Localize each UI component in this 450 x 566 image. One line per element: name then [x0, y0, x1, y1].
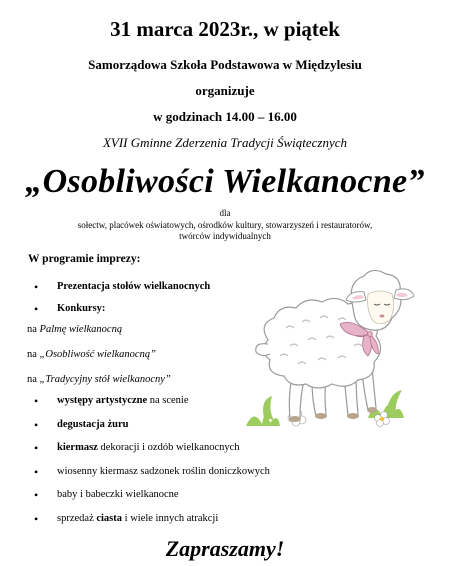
bullet-icon: •: [34, 488, 39, 502]
grass-left-icon: [246, 396, 280, 426]
program-item-zur: degustacja żuru: [57, 419, 129, 430]
school-name: Samorządowa Szkoła Podstawowa w Międzylesiu: [88, 57, 362, 72]
program-heading: W programie imprezy:: [28, 253, 141, 265]
bullet-icon: •: [34, 512, 39, 526]
lamb-head-icon: [346, 270, 414, 330]
bullet-icon: •: [34, 302, 39, 316]
page-title: „Osobliwości Wielkanocne”: [25, 163, 425, 200]
audience-line-2: twórców indywidualnych: [179, 231, 271, 241]
audience-line-1: sołectw, placówek oświatowych, ośrodków kultury, stowarzyszeń i restauratorów,: [77, 220, 373, 230]
program-item-plants: wiosenny kiermasz sadzonek roślin doniczkowych: [57, 466, 270, 477]
na-label: na: [27, 324, 37, 335]
na-label: na: [27, 349, 37, 360]
performances-bold: występy artystyczne: [57, 395, 148, 406]
na-label: na: [27, 374, 37, 385]
bullet-icon: •: [34, 465, 39, 479]
lamb-icon: [240, 268, 418, 434]
program-item-performances: [57, 395, 189, 406]
contest-palm-name: Palmę wielkanocną: [39, 324, 123, 335]
contest-palm: [27, 324, 122, 335]
sale-pre: sprzedaż: [57, 513, 97, 524]
organizes-label: organizuje: [195, 83, 255, 98]
event-date: 31 marca 2023r., w piątek: [110, 17, 340, 41]
bullet-icon: •: [34, 441, 39, 455]
event-name: XVII Gminne Zderzenia Tradycji Świątecznych: [102, 135, 348, 150]
fair-rest: dekoracji i ozdób wielkanocnych: [97, 442, 240, 453]
bullet-icon: •: [34, 394, 39, 408]
bullet-icon: •: [34, 418, 39, 432]
performances-rest: na scenie: [147, 395, 189, 406]
contest-table: [27, 374, 171, 385]
program-item-fair: [57, 442, 240, 453]
contest-table-name: „Tradycyjny stół wielkanocny”: [39, 374, 171, 385]
program-item-sale: [57, 513, 218, 524]
program-item-tables: Prezentacja stołów wielkanocnych: [57, 281, 211, 292]
contest-oddity: [27, 349, 156, 360]
bullet-icon: •: [34, 280, 39, 294]
fair-bold: kiermasz: [57, 442, 98, 453]
sale-bold: ciasta: [96, 513, 123, 524]
program-item-contests: Konkursy:: [57, 303, 106, 314]
event-hours: w godzinach 14.00 – 16.00: [153, 109, 297, 124]
sale-post: i wiele innych atrakcji: [122, 513, 219, 524]
contest-oddity-name: „Osobliwość wielkanocną”: [39, 349, 156, 360]
closing-invitation: Zapraszamy!: [165, 536, 285, 561]
program-item-cakes: baby i babeczki wielkanocne: [57, 489, 179, 500]
audience-for: dla: [219, 208, 231, 218]
